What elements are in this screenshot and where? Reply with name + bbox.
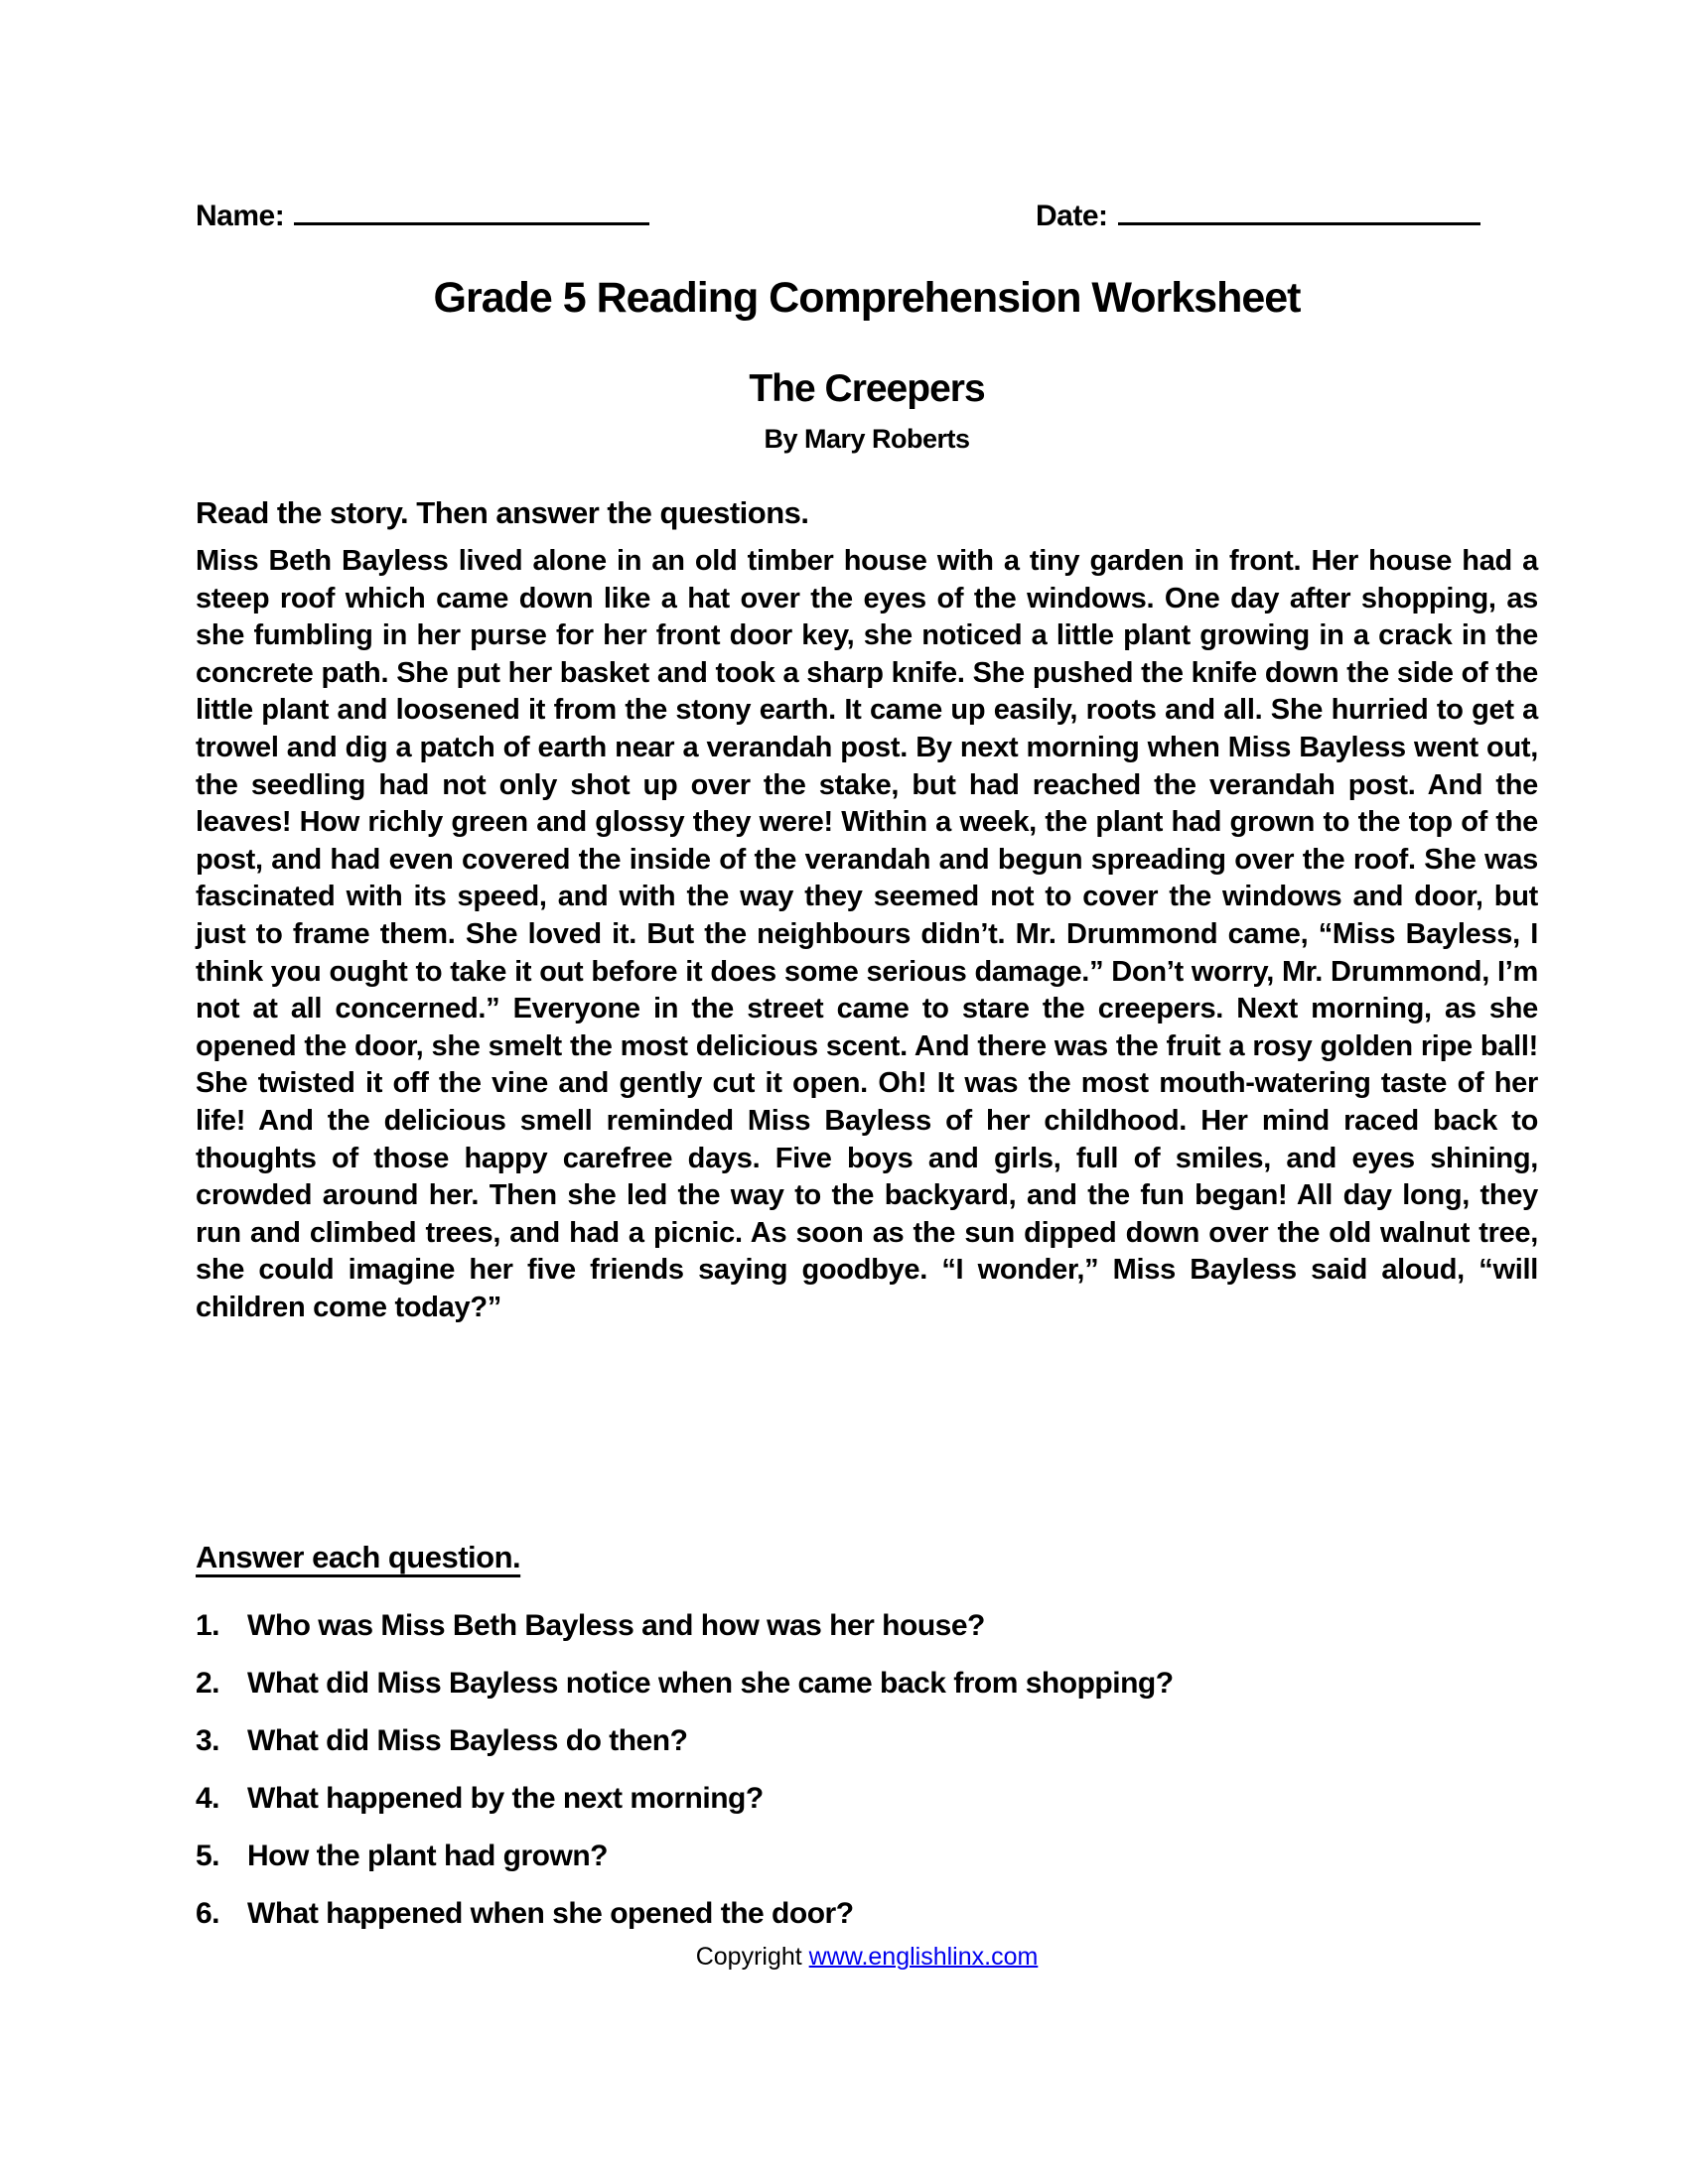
question-item xyxy=(196,1609,1538,1643)
name-blank xyxy=(294,195,649,225)
story-title: The Creepers xyxy=(749,367,985,410)
question-list xyxy=(196,1609,1538,1955)
copyright-text: Copyright xyxy=(695,1943,809,1971)
question-text: What happened when she opened the door? xyxy=(247,1897,854,1930)
question-text: What did Miss Bayless notice when she came back from shopping? xyxy=(247,1667,1174,1700)
story-paragraph: Miss Beth Bayless lived alone in an old timber house with a tiny garden in front. Her house had a steep roof which came down like a hat over the eyes of the windows. One day after shopping, as she fumbling in her purse for her front door key, she noticed a little plant growing in a crack in the concrete path. She put her basket and took a sharp knife. She pushed the knife down the side of the little plant and loosened it from the stony earth. It came up easily, roots and all. She hurried to get a trowel and dig a patch of earth near a verandah post. By next morning when Miss Bayless went out, the seedling had not only shot up over the stake, but had reached the verandah post. And the leaves! How richly green and glossy they were! Within a week, the plant had grown to the top of the post, and had even covered the inside of the verandah and begun spreading over the roof. She was fascinated with its speed, and with the way they seemed not to cover the windows and door, but just to frame them. She loved it. But the neighbours didn’t. Mr. Drummond came, “Miss Bayless, I think you ought to take it out before it does some serious damage.” Don’t worry, Mr. Drummond, I’m not at all concerned.” Everyone in the street came to stare the creepers. Next morning, as she opened the door, she smelt the most delicious scent. And there was the fruit a rosy golden ripe ball! She twisted it off the vine and gently cut it open. Oh! It was the most mouth-watering taste of her life! And the delicious smell reminded Miss Bayless of her childhood. Her mind raced back to thoughts of those happy carefree days. Five boys and girls, full of smiles, and eyes shining, crowded around her. Then she led the way to the backyard, and the fun began! All day long, they run and climbed trees, and had a picnic. As soon as the sun dipped down over the old walnut tree, she could imagine her five friends saying goodbye. “I wonder,” Miss Bayless said aloud, “will children come today?” xyxy=(196,545,1538,1323)
question-number: 3. xyxy=(196,1724,220,1757)
name-label: Name: xyxy=(196,200,285,232)
worksheet-title: Grade 5 Reading Comprehension Worksheet xyxy=(433,274,1301,322)
question-text: What happened by the next morning? xyxy=(247,1782,764,1815)
question-number: 4. xyxy=(196,1782,220,1815)
story-byline: By Mary Roberts xyxy=(764,424,970,454)
question-item xyxy=(196,1724,1538,1758)
question-item xyxy=(196,1897,1538,1931)
worksheet-page xyxy=(196,0,1538,2184)
answer-heading: Answer each question. xyxy=(196,1540,521,1574)
question-number: 6. xyxy=(196,1897,220,1930)
question-text: Who was Miss Beth Bayless and how was her house? xyxy=(247,1609,985,1642)
header-fields xyxy=(196,195,1538,238)
date-field xyxy=(1036,195,1480,233)
copyright-line xyxy=(196,1943,1538,1972)
question-item xyxy=(196,1667,1538,1701)
question-number: 2. xyxy=(196,1667,220,1700)
question-item xyxy=(196,1782,1538,1816)
date-label: Date: xyxy=(1036,200,1108,232)
question-number: 5. xyxy=(196,1840,220,1872)
story-instructions: Read the story. Then answer the questions. xyxy=(196,495,809,530)
date-blank xyxy=(1118,195,1480,225)
name-field xyxy=(196,195,649,233)
question-item xyxy=(196,1840,1538,1873)
question-number: 1. xyxy=(196,1609,220,1642)
question-text: How the plant had grown? xyxy=(247,1840,608,1872)
question-text: What did Miss Bayless do then? xyxy=(247,1724,688,1757)
copyright-link[interactable]: www.englishlinx.com xyxy=(808,1943,1039,1971)
